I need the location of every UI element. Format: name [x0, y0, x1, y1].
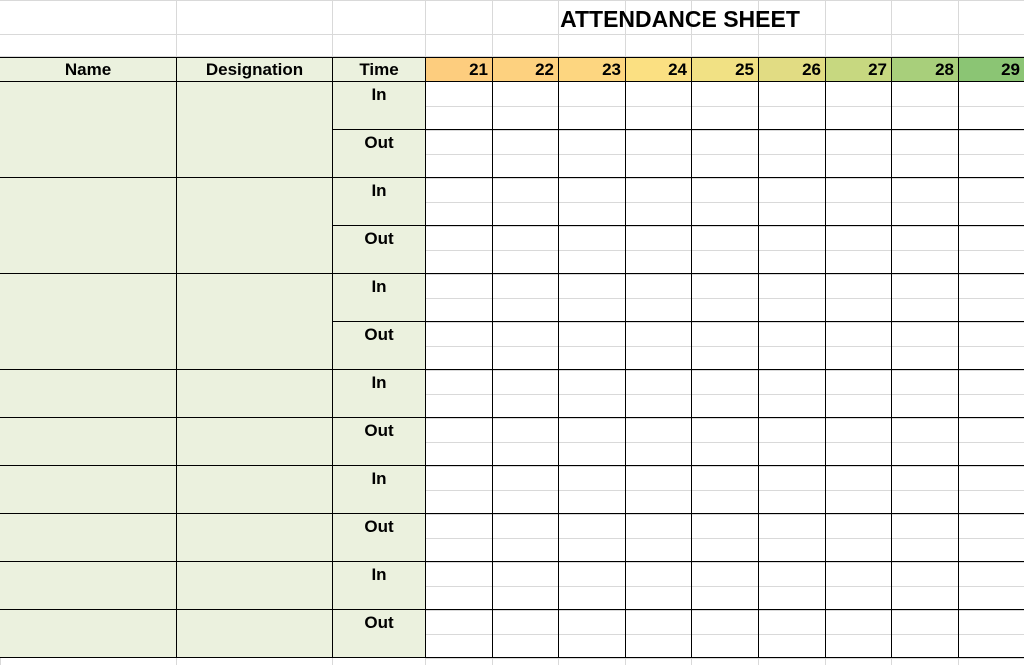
- border: [0, 273, 1024, 274]
- gridline: [332, 0, 333, 58]
- gridline: [176, 0, 177, 58]
- time-label-in: In: [371, 85, 387, 104]
- gridline: [958, 658, 959, 665]
- time-label-in: In: [371, 373, 387, 392]
- gridline: [425, 610, 1024, 611]
- gridline: [425, 466, 1024, 467]
- border: [0, 177, 1024, 178]
- gridline: [425, 514, 1024, 515]
- time-label-out: Out: [364, 613, 394, 632]
- border: [333, 321, 1024, 322]
- gridline: [425, 442, 1024, 443]
- border: [0, 417, 1024, 418]
- border: [558, 58, 559, 658]
- day-22-label: 22: [535, 60, 554, 79]
- day-21-label: 21: [469, 60, 488, 79]
- gridline: [0, 658, 1, 665]
- border: [333, 225, 1024, 226]
- gridline: [425, 226, 1024, 227]
- gridline: [425, 250, 1024, 251]
- border: [691, 58, 692, 658]
- day-26-label: 26: [802, 60, 821, 79]
- gridline: [425, 658, 426, 665]
- gridline: [425, 586, 1024, 587]
- header-designation[interactable]: Designation: [205, 60, 304, 79]
- border: [758, 58, 759, 658]
- gridline: [758, 658, 759, 665]
- header-name[interactable]: Name: [64, 60, 112, 79]
- time-label-out: Out: [364, 325, 394, 344]
- time-label-in: In: [371, 181, 387, 200]
- border: [891, 58, 892, 658]
- gridline: [425, 370, 1024, 371]
- time-label-in: In: [371, 469, 387, 488]
- gridline: [425, 490, 1024, 491]
- gridline: [425, 322, 1024, 323]
- gridline: [176, 658, 177, 665]
- gridline: [425, 130, 1024, 131]
- border: [425, 58, 426, 658]
- time-label-in: In: [371, 565, 387, 584]
- day-28-label: 28: [935, 60, 954, 79]
- gridline: [691, 658, 692, 665]
- gridline: [558, 658, 559, 665]
- gridline: [425, 298, 1024, 299]
- border: [625, 58, 626, 658]
- gridline: [425, 562, 1024, 563]
- gridline: [492, 658, 493, 665]
- gridline: [425, 418, 1024, 419]
- time-label-out: Out: [364, 421, 394, 440]
- border: [825, 58, 826, 658]
- day-27-label: 27: [868, 60, 887, 79]
- border: [958, 58, 959, 658]
- gridline: [332, 658, 333, 665]
- gridline: [425, 538, 1024, 539]
- gridline: [625, 658, 626, 665]
- time-label-out: Out: [364, 517, 394, 536]
- gridline: [0, 0, 1024, 1]
- border: [0, 657, 1024, 658]
- gridline: [425, 346, 1024, 347]
- day-29-label: 29: [1001, 60, 1020, 79]
- gridline: [425, 634, 1024, 635]
- gridline: [958, 0, 959, 58]
- gridline: [425, 274, 1024, 275]
- day-24-label: 24: [668, 60, 687, 79]
- day-25-label: 25: [735, 60, 754, 79]
- gridline: [425, 154, 1024, 155]
- gridline: [425, 394, 1024, 395]
- border: [0, 465, 1024, 466]
- border: [0, 609, 1024, 610]
- day-23-label: 23: [602, 60, 621, 79]
- border: [176, 58, 177, 658]
- border: [0, 561, 1024, 562]
- gridline: [0, 34, 1024, 35]
- time-label-out: Out: [364, 229, 394, 248]
- header-time[interactable]: Time: [359, 60, 399, 79]
- time-label-in: In: [371, 277, 387, 296]
- border: [333, 129, 1024, 130]
- gridline: [425, 178, 1024, 179]
- gridline: [825, 658, 826, 665]
- border: [492, 58, 493, 658]
- border: [0, 369, 1024, 370]
- gridline: [425, 106, 1024, 107]
- gridline: [425, 658, 1024, 659]
- gridline: [891, 658, 892, 665]
- time-label-out: Out: [364, 133, 394, 152]
- border: [0, 513, 1024, 514]
- sheet-title: ATTENDANCE SHEET: [560, 6, 800, 32]
- gridline: [425, 202, 1024, 203]
